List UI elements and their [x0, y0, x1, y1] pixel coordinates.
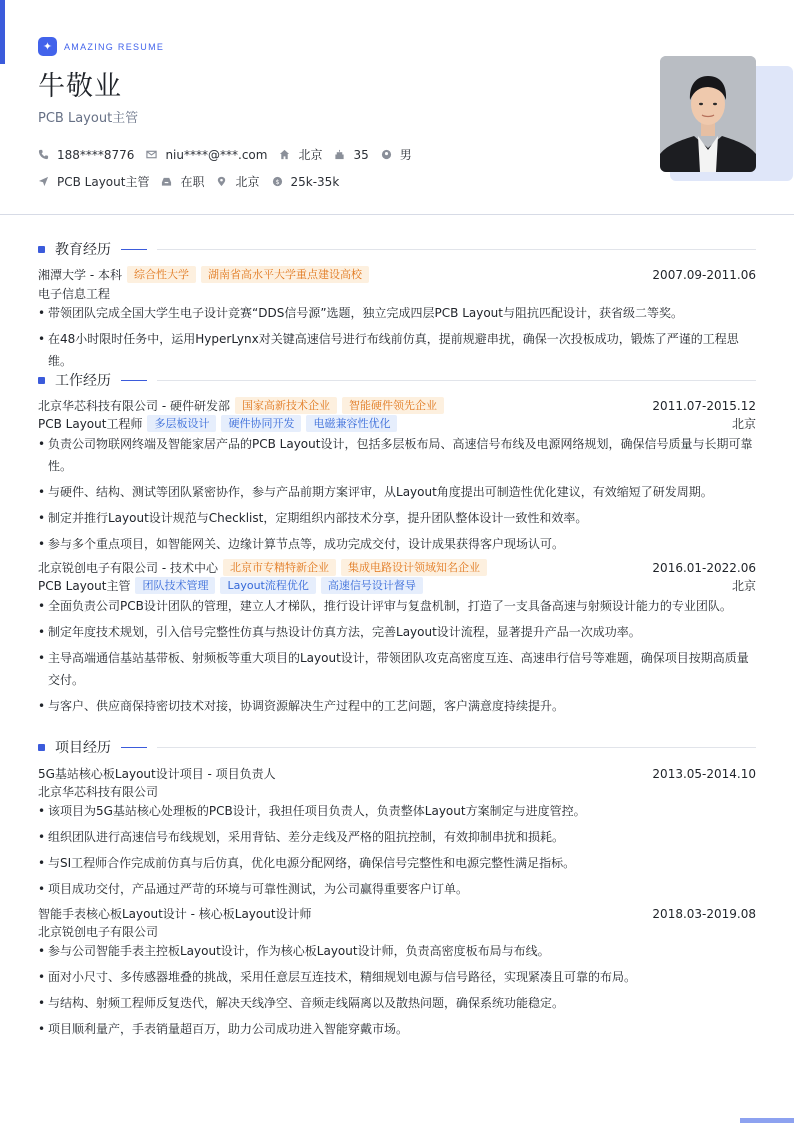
work-bullet: • 参与多个重点项目，如智能网关、边缘计算节点等，成功完成交付，设计成果获得客户现场认可。 — [38, 533, 756, 555]
work-bullet: • 与硬件、结构、测试等团队紧密协作，参与产品前期方案评审，从Layout角度提出可制造性优化建议，有效缩短了研发周期。 — [38, 481, 756, 503]
salary: 25k-35k — [290, 174, 340, 189]
role-tag: 电磁兼容性优化 — [306, 415, 397, 432]
brand-text: AMAZING RESUME — [64, 41, 165, 52]
section-marker — [38, 377, 45, 384]
cake-icon — [334, 149, 345, 160]
section-accent-line — [121, 380, 147, 381]
target-position-item — [38, 173, 149, 190]
work-location: 北京 — [731, 579, 756, 593]
project-bullet: • 该项目为5G基站核心处理板的PCB设计，我担任项目负责人，负责整体Layout方案制定与进度管控。 — [38, 800, 756, 822]
city: 北京 — [298, 148, 323, 162]
money-icon — [272, 176, 283, 187]
education-bullet: • 在48小时限时任务中，运用HyperLynx对关键高速信号进行布线前仿真，提前规避串扰，确保一次投板成功，锻炼了严谨的工程思维。 — [38, 328, 756, 372]
mail-icon — [146, 149, 157, 160]
work-bullet: • 主导高端通信基站基带板、射频板等重大项目的Layout设计，带领团队攻克高密度互连、高速串行信号等难题，确保项目按期高质量交付。 — [38, 647, 756, 691]
project-bullet: • 面对小尺寸、多传感器堆叠的挑战，采用任意层互连技术，精细规划电源与信号路径，实现紧凑且可靠的布局。 — [38, 966, 756, 988]
city-item — [279, 146, 322, 163]
role-tag: 多层板设计 — [147, 415, 216, 432]
company-tag: 北京市专精特新企业 — [223, 559, 336, 576]
project-name: 智能手表核心板Layout设计 - 核心板Layout设计师 — [38, 907, 312, 921]
work-bullet: • 制定年度技术规划，引入信号完整性仿真与热设计仿真方法，完善Layout设计流程，显著提升产品一次成功率。 — [38, 621, 756, 643]
company-tag: 国家高新技术企业 — [235, 397, 337, 414]
work-role-line — [38, 415, 756, 432]
project-period: 2018.03-2019.08 — [652, 906, 756, 921]
role-tag: 高速信号设计督导 — [321, 577, 423, 594]
project-period: 2013.05-2014.10 — [652, 766, 756, 781]
gender-icon — [381, 149, 392, 160]
work-bullet: • 全面负责公司PCB设计团队的管理，建立人才梯队，推行设计评审与复盘机制，打造了一支具备高速与射频设计能力的专业团队。 — [38, 595, 756, 617]
candidate-title: PCB Layout主管 — [38, 111, 139, 126]
school-tag: 综合性大学 — [127, 266, 196, 283]
footer-accent-bar — [740, 1118, 794, 1123]
role-name: PCB Layout主管 — [38, 579, 131, 593]
major: 电子信息工程 — [38, 287, 111, 301]
brand — [38, 37, 164, 56]
work-bullet: • 与客户、供应商保持密切技术对接，协调资源解决生产过程中的工艺问题，客户满意度持续提升。 — [38, 695, 756, 717]
company-tag: 智能硬件领先企业 — [342, 397, 444, 414]
age-item — [334, 148, 368, 162]
gender: 男 — [399, 148, 412, 162]
project-bullet: • 项目顺利量产，手表销量超百万，助力公司成功进入智能穿戴市场。 — [38, 1018, 756, 1040]
work-bullet: • 制定并推行Layout设计规范与Checklist，定期组织内部技术分享，提升团队整体设计一致性和效率。 — [38, 507, 756, 529]
svg-text:$: $ — [274, 177, 280, 186]
education-entry-header — [38, 266, 756, 283]
project-bullet: • 组织团队进行高速信号布线规划，采用背钻、差分走线及严格的阻抗控制，有效抑制串扰和损耗。 — [38, 826, 756, 848]
work-period: 2016.01-2022.06 — [652, 560, 756, 575]
role-tag: 团队技术管理 — [135, 577, 215, 594]
project-bullet: • 项目成功交付，产品通过严苛的环境与可靠性测试，为公司赢得重要客户订单。 — [38, 878, 756, 900]
section-accent-line — [121, 249, 147, 250]
salary-item — [272, 175, 340, 189]
home-icon — [279, 149, 290, 160]
email-address: niu****@***.com — [165, 147, 268, 162]
section-marker — [38, 744, 45, 751]
work-period: 2011.07-2015.12 — [652, 398, 756, 413]
project-name: 5G基站核心板Layout设计项目 - 项目负责人 — [38, 767, 276, 781]
project-company: 北京锐创电子有限公司 — [38, 925, 159, 939]
target-city-item — [216, 173, 259, 190]
phone-icon — [38, 149, 49, 160]
gender-item — [381, 146, 412, 163]
send-icon — [38, 176, 49, 187]
project-bullet: • 与SI工程师合作完成前仿真与后仿真，优化电源分配网络，确保信号完整性和电源完整性满足指标。 — [38, 852, 756, 874]
company-tag: 集成电路设计领域知名企业 — [341, 559, 487, 576]
location-pin-icon — [216, 176, 227, 187]
section-title: 项目经历 — [55, 740, 111, 756]
education-period: 2007.09-2011.06 — [652, 267, 756, 282]
work-entry-header — [38, 397, 756, 414]
school-name: 湘潭大学 - 本科 — [38, 268, 122, 282]
section-divider — [157, 747, 756, 748]
profile-photo — [660, 56, 756, 172]
project-section-heading — [38, 737, 756, 757]
sparkle-icon: ✦ — [38, 37, 57, 56]
work-bullet: • 负责公司物联网终端及智能家居产品的PCB Layout设计，包括多层板布局、高速信号布线及电源网络规划，确保信号质量与长期可靠性。 — [38, 433, 756, 477]
work-section-heading — [38, 370, 756, 390]
school-tag: 湖南省高水平大学重点建设高校 — [201, 266, 369, 283]
work-role-line — [38, 577, 756, 594]
company-name: 北京锐创电子有限公司 - 技术中心 — [38, 561, 218, 575]
intention-row — [38, 173, 351, 190]
role-tag: 硬件协同开发 — [221, 415, 301, 432]
status-item — [161, 173, 204, 190]
project-entry-header — [38, 765, 756, 782]
section-title: 工作经历 — [55, 373, 111, 389]
email-item — [146, 148, 267, 162]
work-location: 北京 — [731, 417, 756, 431]
target-city: 北京 — [235, 175, 260, 189]
candidate-name: 牛敬业 — [38, 71, 122, 102]
company-name: 北京华芯科技有限公司 - 硬件研发部 — [38, 399, 230, 413]
work-entry-header — [38, 559, 756, 576]
role-tag: Layout流程优化 — [220, 577, 315, 594]
project-bullet: • 与结构、射频工程师反复迭代，解决天线净空、音频走线隔离以及散热问题，确保系统功能稳定。 — [38, 992, 756, 1014]
section-marker — [38, 246, 45, 253]
contact-row — [38, 146, 424, 163]
project-bullet: • 参与公司智能手表主控板Layout设计，作为核心板Layout设计师，负责高密度板布局与布线。 — [38, 940, 756, 962]
section-divider — [157, 380, 756, 381]
education-bullet: • 带领团队完成全国大学生电子设计竞赛“DDS信号源”选题，独立完成四层PCB Layout与阻抗匹配设计，获省级二等奖。 — [38, 302, 756, 324]
phone-number: 188****8776 — [57, 147, 135, 162]
section-divider — [157, 249, 756, 250]
role-name: PCB Layout工程师 — [38, 417, 143, 431]
project-company: 北京华芯科技有限公司 — [38, 785, 159, 799]
project-entry-header — [38, 905, 756, 922]
target-position: PCB Layout主管 — [57, 175, 150, 189]
phone-item — [38, 148, 134, 162]
education-section-heading — [38, 239, 756, 259]
section-title: 教育经历 — [55, 242, 111, 258]
age: 35 — [353, 147, 369, 162]
inbox-icon — [161, 176, 172, 187]
job-status: 在职 — [180, 175, 205, 189]
resume-header — [0, 0, 794, 215]
section-accent-line — [121, 747, 147, 748]
